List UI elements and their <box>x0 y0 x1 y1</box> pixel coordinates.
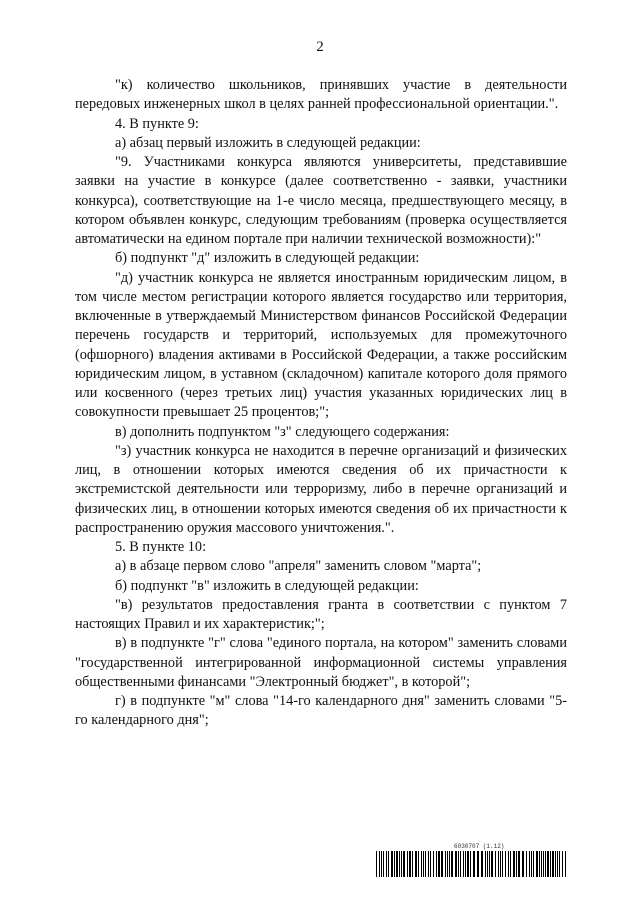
paragraph-5g: г) в подпункте "м" слова "14-го календарного дня" заменить словами "5-го календарного дня"; <box>75 693 567 729</box>
paragraph-quote-v: "в) результатов предоставления гранта в соответствии с пунктом 7 настоящих Правил и их характеристик;"; <box>75 596 567 632</box>
paragraph-5v: в) в подпункте "г" слова "единого портала, на котором" заменить словами "государственной интегрированной информационной системы управления общественными финансами "Электронный бюджет", в которой"; <box>75 635 567 690</box>
paragraph-item-5: 5. В пункте 10: <box>115 539 207 555</box>
paragraph-4b: б) подпункт "д" изложить в следующей редакции: <box>115 250 420 267</box>
barcode <box>376 851 566 877</box>
paragraph-quote-9: "9. Участниками конкурса являются университеты, представившие заявки на участие в конкурсе (далее соответственно - заявки, участники конкурса), соответствующие на 1-е число месяца, предшествующего месяцу, в котором объявлен конкурс, следующим требованиям (проверка осуществляется автоматически на едином портале при наличии технической возможности):" <box>75 154 567 247</box>
paragraph-4a: а) абзац первый изложить в следующей редакции: <box>115 134 421 151</box>
form-code: 6030707 (1.12) <box>454 843 505 850</box>
paragraph-quote-z: "з) участник конкурса не находится в перечне организаций и физических лиц, в отношении которых имеются сведения об их причастности к экстремистской деятельности или терроризму, либо в перечне организаций и физических лиц, в отношении которых имеются сведения об их причастности к распространению оружия массового уничтожения.". <box>75 442 567 536</box>
page-number: 2 <box>316 39 324 55</box>
paragraph-item-4: 4. В пункте 9: <box>115 115 199 132</box>
paragraph-quote-d: "д) участник конкурса не является иностранным юридическим лицом, в том числе местом регистрации которого является государство или территория, включенные в утверждаемый Министерством финансов Российской Федерации перечень государств и территорий, используемых для промежуточного (офшорного) владения активами в Российской Федерации, а также российским юридическим лицом, в уставном (складочном) капитале которого доля прямого или косвенного (через третьих лиц) участия указанных юридических лиц в совокупности превышает 25 процентов;"; <box>75 269 567 421</box>
paragraph-5b: б) подпункт "в" изложить в следующей редакции: <box>115 577 419 594</box>
paragraph-quote-k: "к) количество школьников, принявших участие в деятельности передовых инженерных школ в целях ранней профессиональной ориентации.". <box>75 77 567 113</box>
document-body <box>75 76 567 731</box>
paragraph-4v: в) дополнить подпунктом "з" следующего содержания: <box>115 423 450 440</box>
paragraph-5a: а) в абзаце первом слово "апреля" заменить словом "марта"; <box>115 558 482 575</box>
